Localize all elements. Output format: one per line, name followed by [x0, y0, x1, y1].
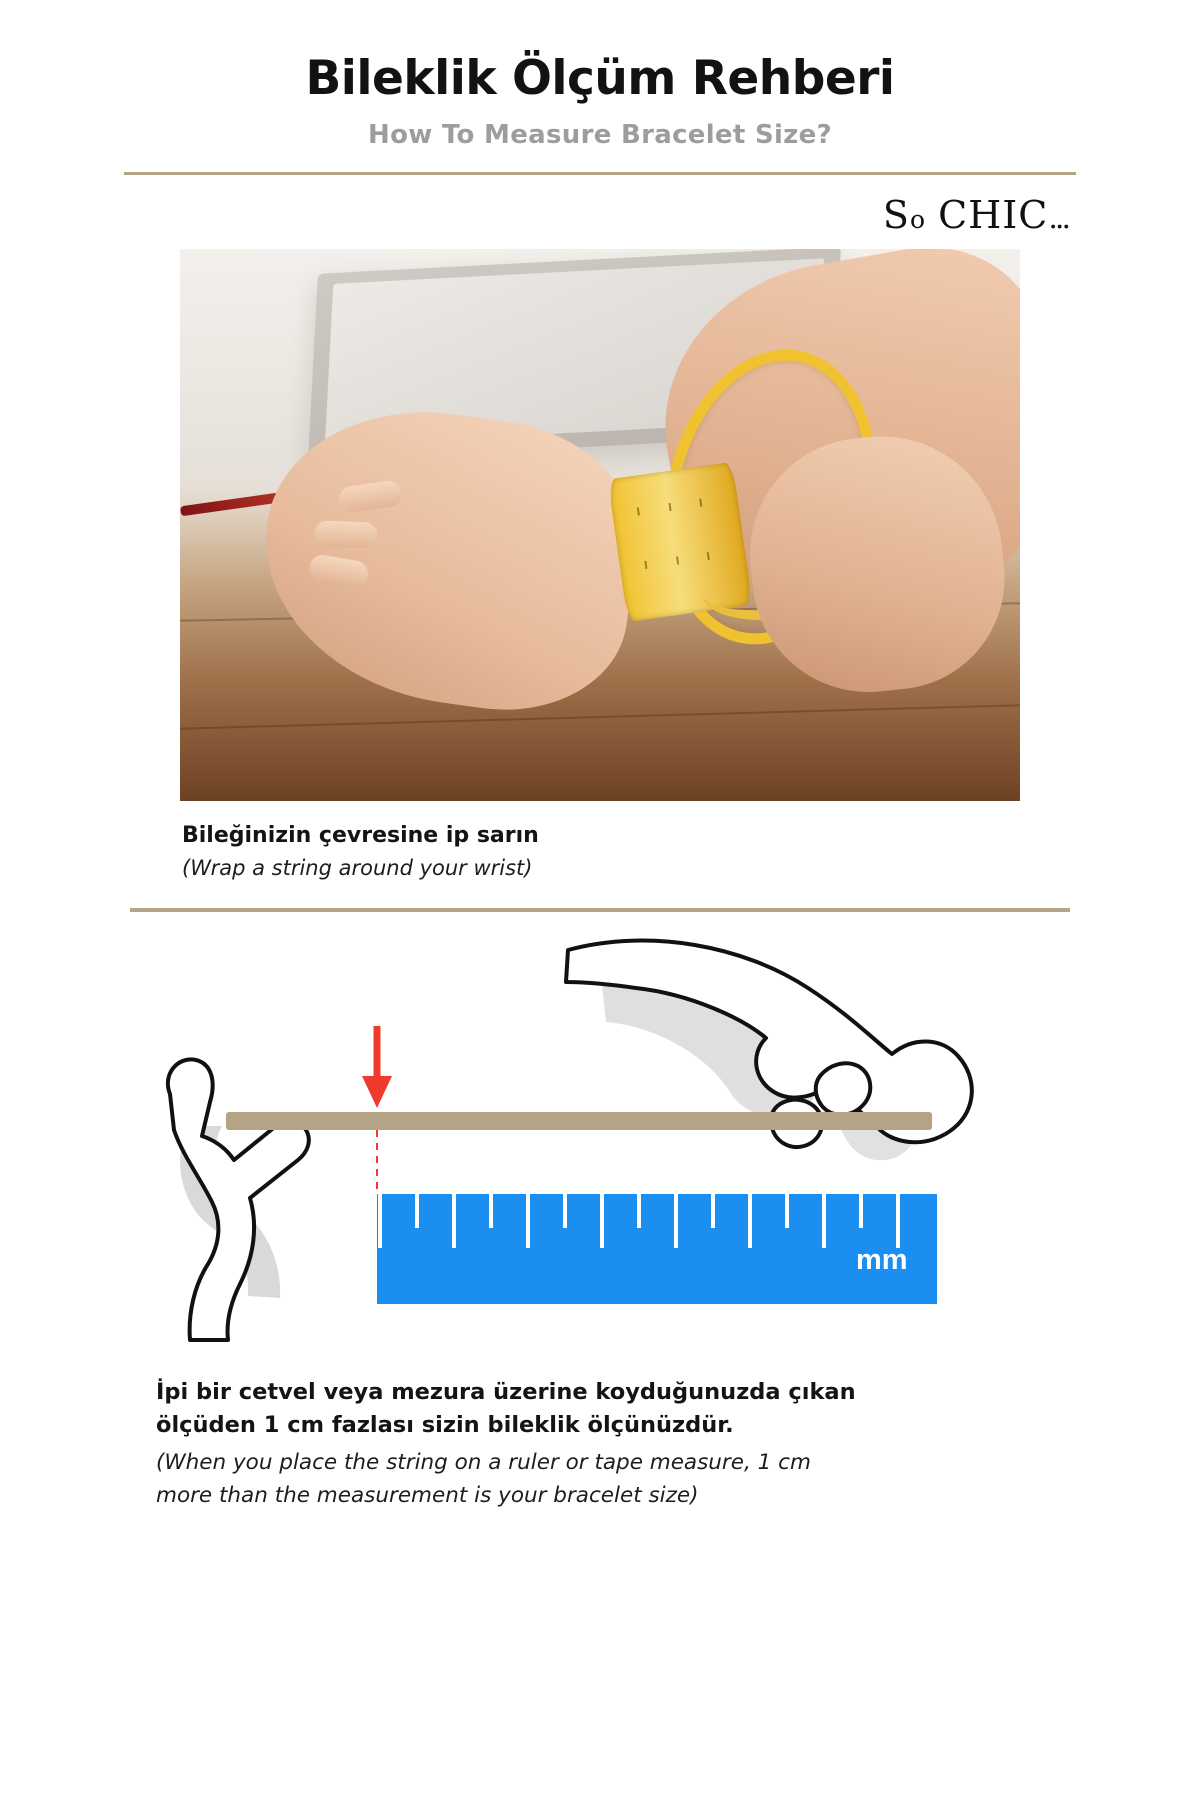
- photo-finger: [314, 520, 378, 548]
- ruler-body: [377, 1194, 937, 1304]
- brand-part-2: CHIC: [925, 193, 1049, 238]
- arrow-indicator: [362, 1026, 392, 1108]
- step2-caption-en-line1: (When you place the string on a ruler or tape measure, 1 cm: [156, 1450, 811, 1476]
- step2-caption-tr-line2: ölçüden 1 cm fazlası sizin bileklik ölçünüzdür.: [156, 1411, 734, 1438]
- header-divider: [124, 172, 1076, 175]
- step1-caption: [180, 823, 1020, 880]
- illustration-svg: [130, 926, 1070, 1366]
- page-subtitle: How To Measure Bracelet Size?: [368, 120, 832, 151]
- step2-block: [130, 926, 1070, 1512]
- tape-tick: [676, 556, 679, 564]
- section-divider: [130, 908, 1070, 912]
- tape-tick: [699, 498, 702, 506]
- page-header: [0, 0, 1200, 175]
- brand-logo: [883, 193, 1068, 237]
- step1-caption-en: (Wrap a string around your wrist): [182, 856, 533, 881]
- photo-finger: [337, 479, 403, 513]
- tape-tick: [637, 507, 640, 515]
- brand-row: [124, 193, 1076, 237]
- tape-tick: [644, 561, 647, 569]
- wrist-measuring-tape-photo: [180, 249, 1020, 801]
- tape-tick: [668, 502, 671, 510]
- brand-dots: ...: [1048, 201, 1068, 237]
- photo-finger: [308, 552, 371, 588]
- measuring-string: [226, 1112, 932, 1130]
- string-on-ruler-illustration: [130, 926, 1070, 1366]
- step1-block: [180, 249, 1020, 880]
- step2-caption-tr-line1: İpi bir cetvel veya mezura üzerine koyduğunuzda çıkan: [156, 1379, 856, 1406]
- step2-caption-tr: [156, 1376, 1070, 1441]
- brand-part-o: o: [909, 205, 925, 235]
- step2-caption-en-line2: more than the measurement is your bracelet size): [156, 1482, 699, 1508]
- ruler-unit-label: mm: [856, 1244, 908, 1277]
- page-title: Bileklik Ölçüm Rehberi: [305, 51, 895, 106]
- brand-part-1: S: [882, 193, 910, 238]
- step1-caption-tr: Bileğinizin çevresine ip sarın: [182, 823, 539, 849]
- ruler: [377, 1194, 937, 1304]
- step2-caption-en: [156, 1447, 1070, 1512]
- step2-caption: [130, 1376, 1070, 1512]
